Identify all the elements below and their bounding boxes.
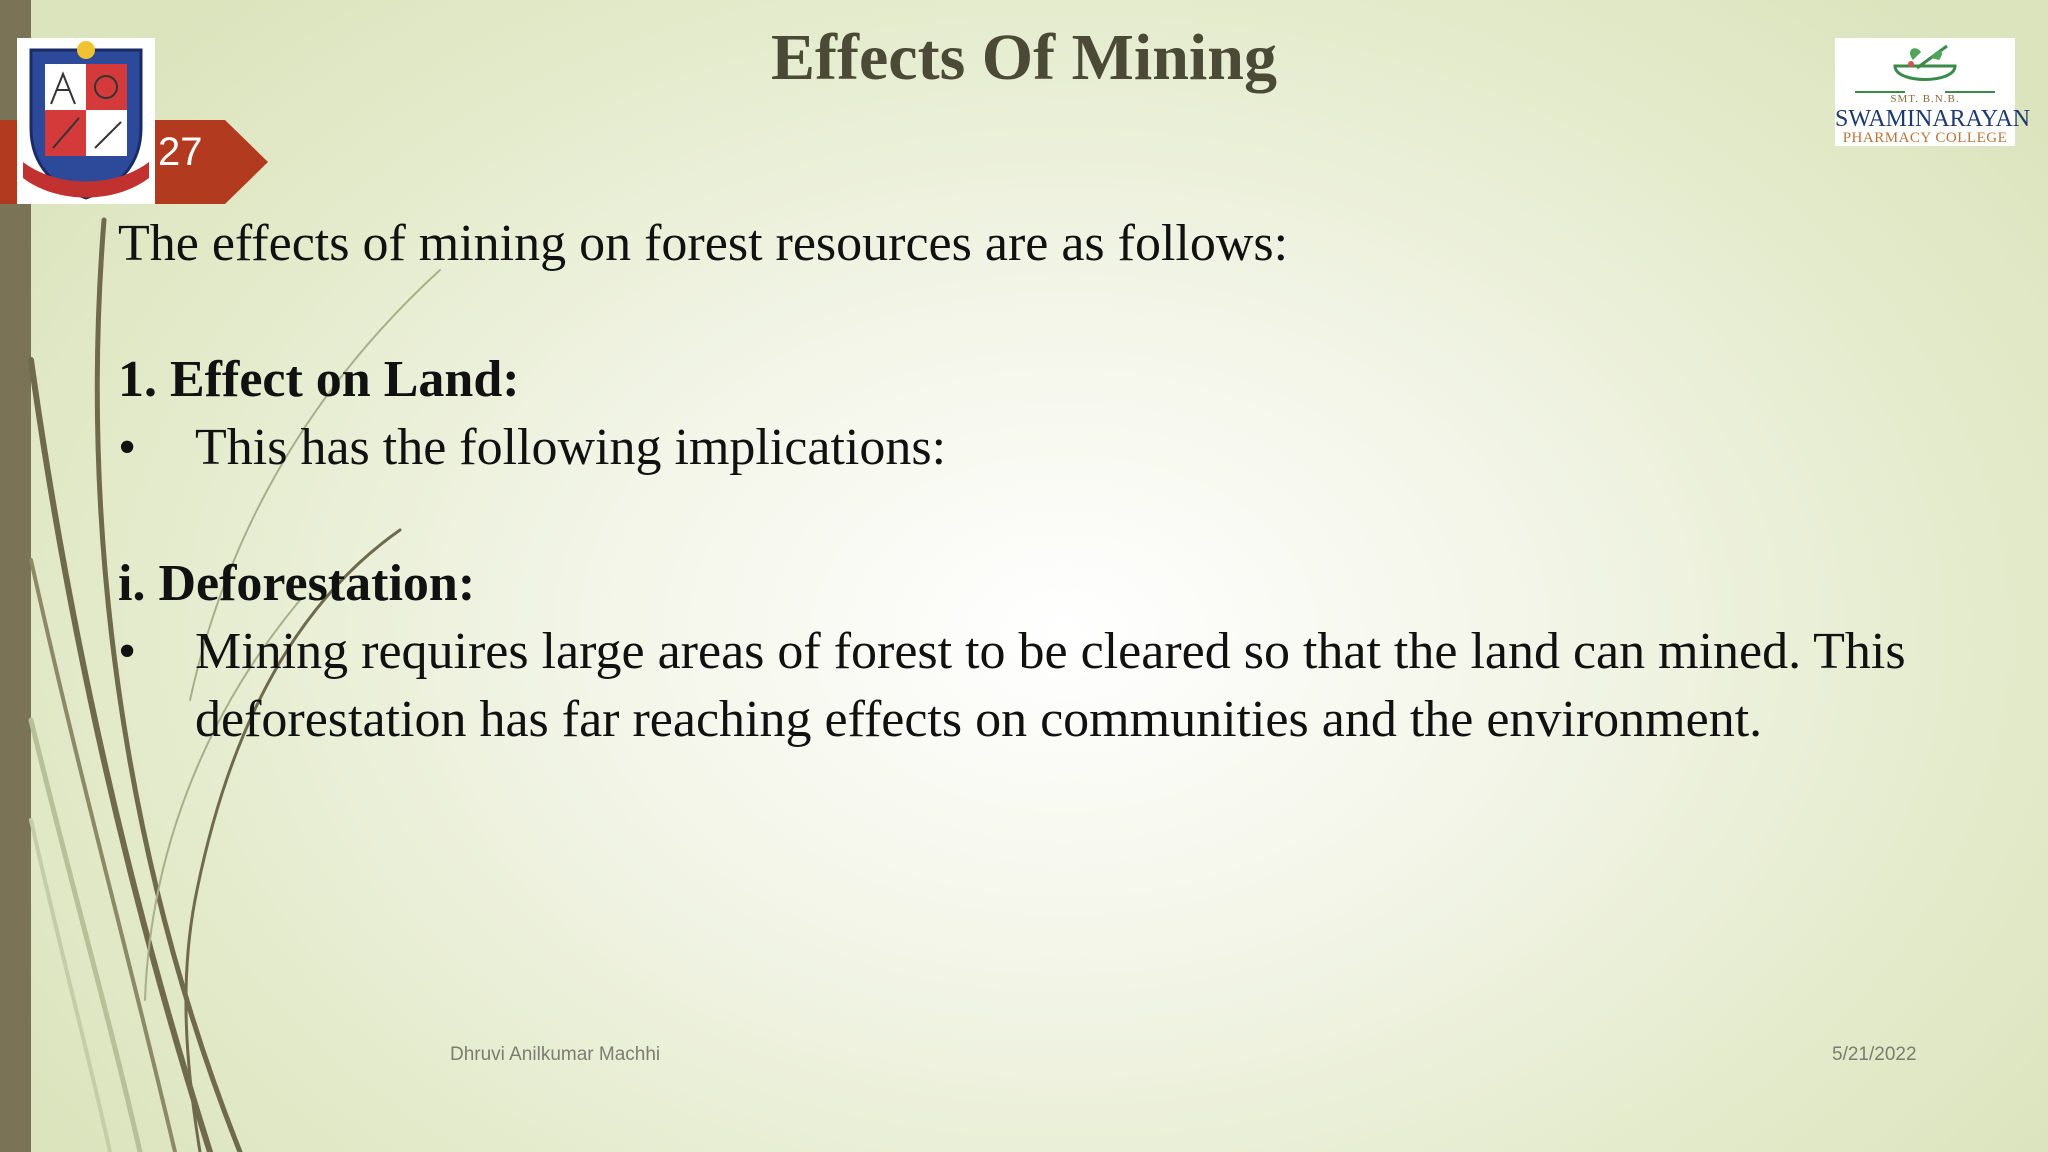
section1-bullet xyxy=(118,414,1908,482)
college-logo-line3: PHARMACY COLLEGE xyxy=(1842,130,2008,146)
college-logo-line1: SMT. B.N.B. xyxy=(1890,93,1960,105)
footer-author: Dhruvi Anilkumar Machhi xyxy=(450,1044,661,1065)
subsection-heading: i. Deforestation: xyxy=(118,555,476,612)
subsection-bullet-text: Mining requires large areas of forest to be cleared so that the land can mined. This deforestation has far reaching effects on communities and the environment. xyxy=(195,623,1906,748)
intro-text: The effects of mining on forest resources are as follows: xyxy=(118,215,1289,272)
slide-number: 27 xyxy=(158,130,203,174)
bullet-icon: • xyxy=(118,623,137,680)
section1-heading: 1. Effect on Land: xyxy=(118,351,520,408)
bullet-icon: • xyxy=(118,419,137,476)
slide-title: Effects Of Mining xyxy=(771,21,1277,94)
college-logo-line2: SWAMINARAYAN xyxy=(1835,106,2031,132)
slide-body xyxy=(118,210,1908,754)
section1-bullet-text: This has the following implications: xyxy=(195,419,947,476)
footer-date: 5/21/2022 xyxy=(1832,1044,1917,1065)
subsection-bullet xyxy=(118,618,1908,754)
